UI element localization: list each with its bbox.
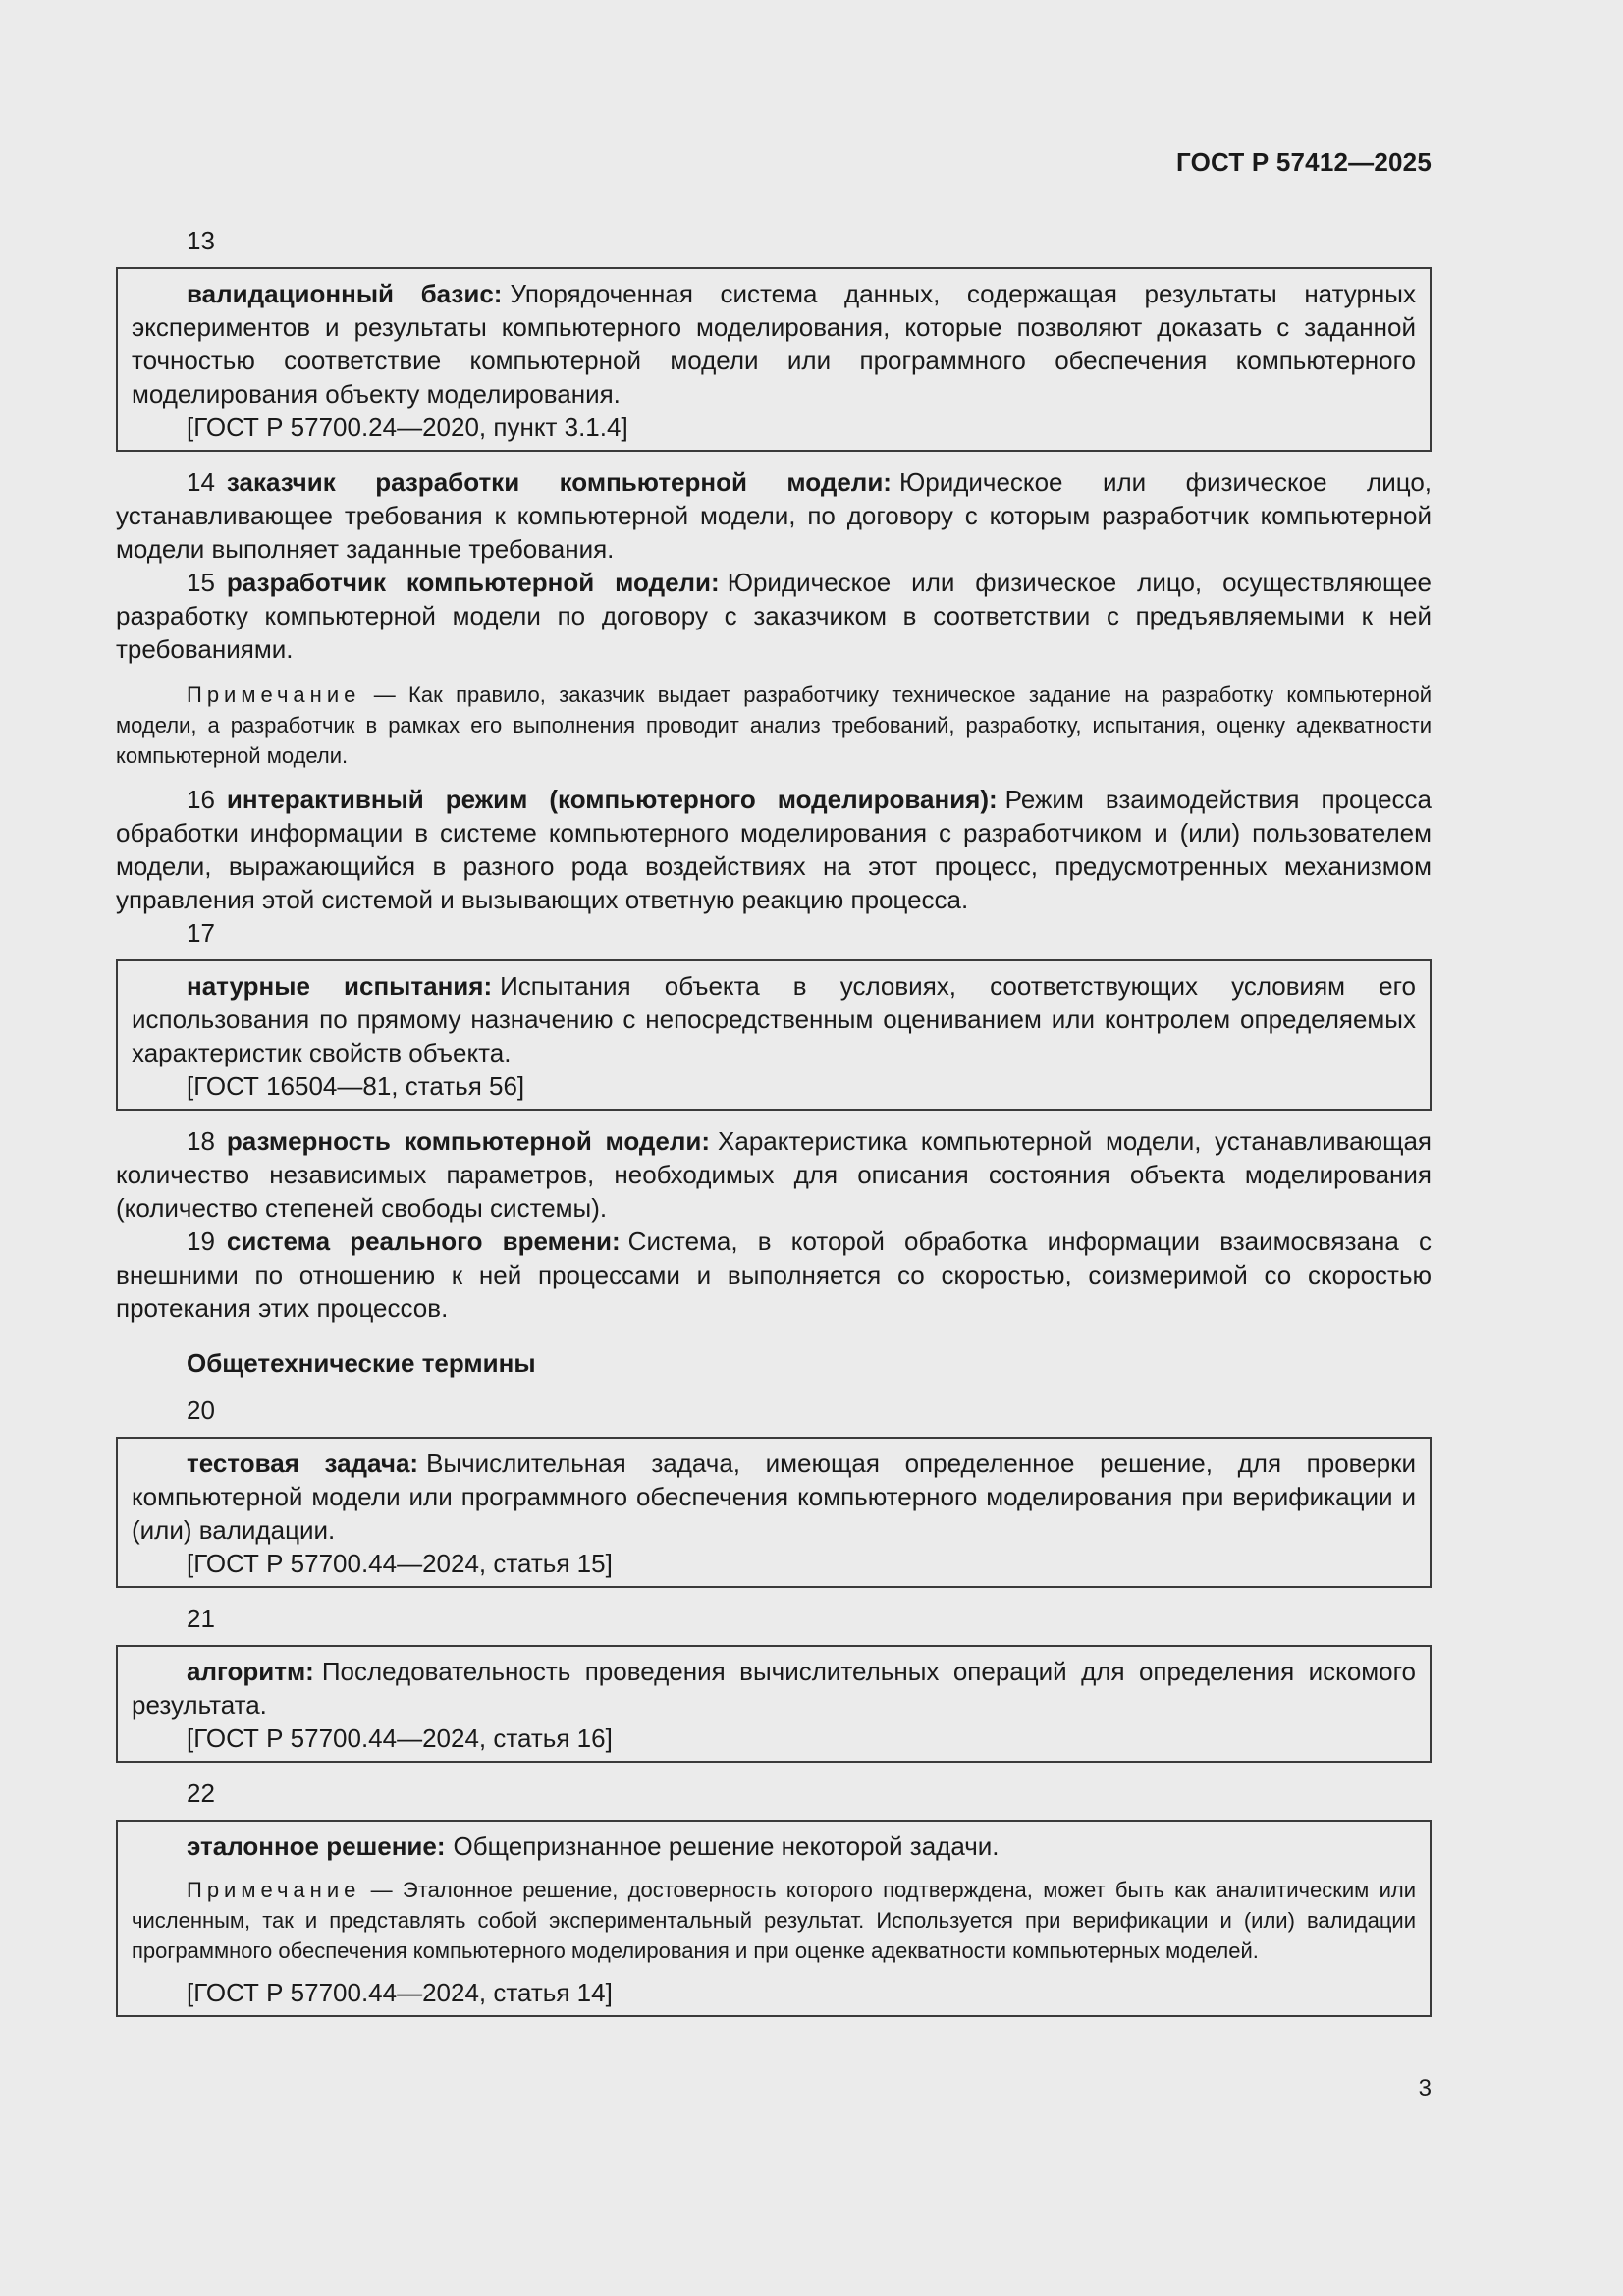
note-text: — Как правило, заказчик выдает разработчику техническое задание на разработку компьютерной модели, а разработчик в рамках его выполнения проводит анализ требований, разработку, испытания, оценку адекватности компьютерной модели. bbox=[116, 683, 1432, 768]
entry-number: 19 bbox=[187, 1227, 215, 1256]
term-entry-15 bbox=[116, 566, 1432, 666]
term-name: разработчик компьютерной модели: bbox=[226, 568, 720, 597]
definition-text: Система, в которой обработка информации взаимосвязана с внешними по отношению к ней процессами и выполняется со скоростью, соизмеримой со скоростью протекания этих процессов. bbox=[116, 1227, 1432, 1323]
term-name: алгоритм: bbox=[187, 1657, 314, 1686]
term-box-22 bbox=[116, 1820, 1432, 2017]
note bbox=[132, 1875, 1416, 1966]
term-name: эталонное решение: bbox=[187, 1831, 446, 1861]
term-entry-19 bbox=[116, 1225, 1432, 1325]
term-reference: [ГОСТ Р 57700.44—2024, статья 16] bbox=[187, 1723, 613, 1753]
document-page bbox=[116, 0, 1432, 2296]
term-name: натурные испытания: bbox=[187, 971, 493, 1001]
entry-number: 13 bbox=[187, 226, 215, 255]
term-box-13 bbox=[116, 267, 1432, 452]
term-entry-14 bbox=[116, 465, 1432, 566]
definition-text: Юридическое или физическое лицо, осуществляющее разработку компьютерной модели по договору с заказчиком в соответствии с предъявляемыми к ней требованиями. bbox=[116, 568, 1432, 664]
section-heading: Общетехнические термины bbox=[187, 1348, 536, 1378]
term-name: система реального времени: bbox=[226, 1227, 621, 1256]
term-name: тестовая задача: bbox=[187, 1449, 419, 1478]
definition-text: Испытания объекта в условиях, соответствующих условиям его использования по прямому назначению с непосредственным оцениванием или контролем определяемых характеристик свойств объекта. bbox=[132, 971, 1416, 1067]
term-definition bbox=[132, 1830, 1416, 1863]
term-box-21 bbox=[116, 1645, 1432, 1763]
definition-text: Юридическое или физическое лицо, устанавливающее требования к компьютерной модели, по договору с которым разработчик компьютерной модели выполняет заданные требования. bbox=[116, 467, 1433, 564]
note bbox=[116, 680, 1432, 771]
term-entry-16 bbox=[116, 783, 1432, 916]
term-reference: [ГОСТ Р 57700.44—2024, статья 14] bbox=[187, 1978, 613, 2007]
entry-number: 21 bbox=[187, 1604, 215, 1633]
term-box-17 bbox=[116, 959, 1432, 1111]
note-label: Примечание bbox=[187, 1878, 361, 1902]
definition-text: Общепризнанное решение некоторой задачи. bbox=[453, 1831, 1000, 1861]
entry-number: 16 bbox=[187, 785, 215, 814]
term-definition bbox=[132, 1655, 1416, 1722]
entry-number: 18 bbox=[187, 1126, 215, 1156]
term-entry-18 bbox=[116, 1124, 1432, 1225]
term-box-20 bbox=[116, 1437, 1432, 1588]
document-body bbox=[116, 224, 1432, 2031]
entry-number: 17 bbox=[187, 918, 215, 948]
entry-number: 22 bbox=[187, 1778, 215, 1808]
term-reference: [ГОСТ Р 57700.44—2024, статья 15] bbox=[187, 1549, 613, 1578]
term-definition bbox=[132, 277, 1416, 410]
term-reference: [ГОСТ Р 57700.24—2020, пункт 3.1.4] bbox=[187, 412, 628, 442]
definition-text: Последовательность проведения вычислительных операций для определения искомого результата. bbox=[132, 1657, 1416, 1720]
page-number: 3 bbox=[1418, 2075, 1432, 2102]
entry-number: 14 bbox=[187, 467, 215, 497]
definition-text: Упорядоченная система данных, содержащая результаты натурных экспериментов и результаты компьютерного моделирования, которые позволяют доказать с заданной точностью соответствие компьютерной модели или программного обеспечения компьютерного моделирования объекту моделирования. bbox=[132, 279, 1416, 409]
term-definition bbox=[132, 969, 1416, 1069]
term-name: валидационный базис: bbox=[187, 279, 503, 308]
note-text: — Эталонное решение, достоверность которого подтверждена, может быть как аналитическим или численным, так и представлять собой экспериментальный результат. Используется при верификации и (или) валидации программного обеспечения компьютерного моделирования и при оценке адекватности компьютерных моделей. bbox=[132, 1878, 1416, 1963]
document-header: ГОСТ Р 57412—2025 bbox=[1176, 147, 1432, 177]
entry-number: 20 bbox=[187, 1395, 215, 1425]
definition-text: Вычислительная задача, имеющая определенное решение, для проверки компьютерной модели или программного обеспечения компьютерного моделирования при верификации и (или) валидации. bbox=[132, 1449, 1417, 1545]
entry-number: 15 bbox=[187, 568, 215, 597]
term-reference: [ГОСТ 16504—81, статья 56] bbox=[187, 1071, 525, 1101]
term-name: интерактивный режим (компьютерного моделирования): bbox=[226, 785, 998, 814]
term-name: размерность компьютерной модели: bbox=[226, 1126, 711, 1156]
definition-text: Режим взаимодействия процесса обработки информации в системе компьютерного моделирования с разработчиком и (или) пользователем модели, выражающийся в разного рода воздействиях на этот процесс, предусмотренных механизмом управления этой системой и вызывающих ответную реакцию процесса. bbox=[116, 785, 1432, 914]
term-definition bbox=[132, 1447, 1416, 1547]
term-name: заказчик разработки компьютерной модели: bbox=[226, 467, 892, 497]
definition-text: Характеристика компьютерной модели, устанавливающая количество независимых параметров, необходимых для описания состояния объекта моделирования (количество степеней свободы системы). bbox=[116, 1126, 1433, 1223]
note-label: Примечание bbox=[187, 683, 361, 707]
